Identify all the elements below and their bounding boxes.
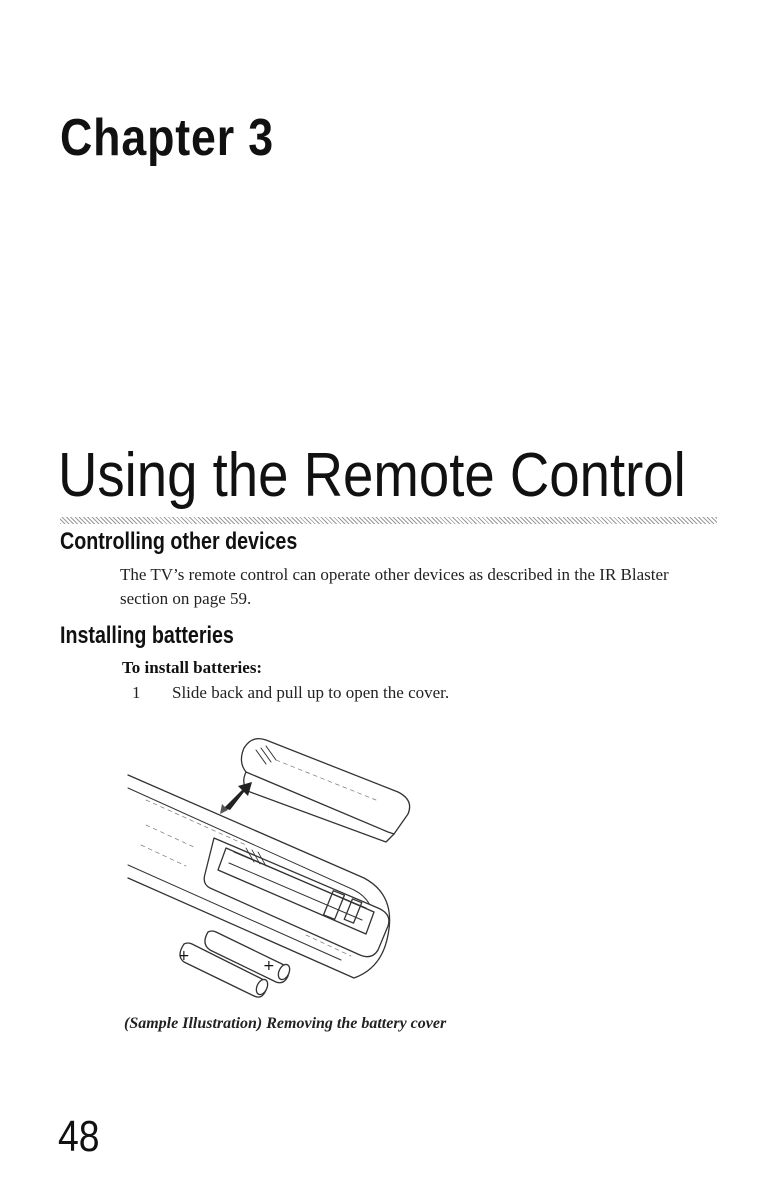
step-number: 1 [132,683,141,702]
page-number: 48 [58,1112,100,1161]
battery-plus-label: + [263,958,275,974]
title-rule [60,517,717,524]
section-body-controlling: The TV’s remote control can operate other devices as described in the IR Blaster section on page 59. [120,565,669,608]
battery-compartment [204,838,389,957]
step-1 [132,683,449,703]
chapter-label: Chapter 3 [60,109,275,167]
section-heading-controlling: Controlling other devices [60,528,298,555]
battery-cover-illustration [126,730,416,1005]
chapter-title: Using the Remote Control [58,441,686,510]
step-text: Slide back and pull up to open the cover. [172,683,450,702]
removed-cover [241,739,409,842]
batteries [180,931,292,997]
svg-text:+: + [178,948,190,964]
figure-caption: (Sample Illustration) Removing the battery cover [124,1015,447,1032]
section-heading-installing: Installing batteries [60,622,234,649]
direction-arrow-icon [220,782,252,814]
install-batteries-subhead: To install batteries: [122,658,263,677]
